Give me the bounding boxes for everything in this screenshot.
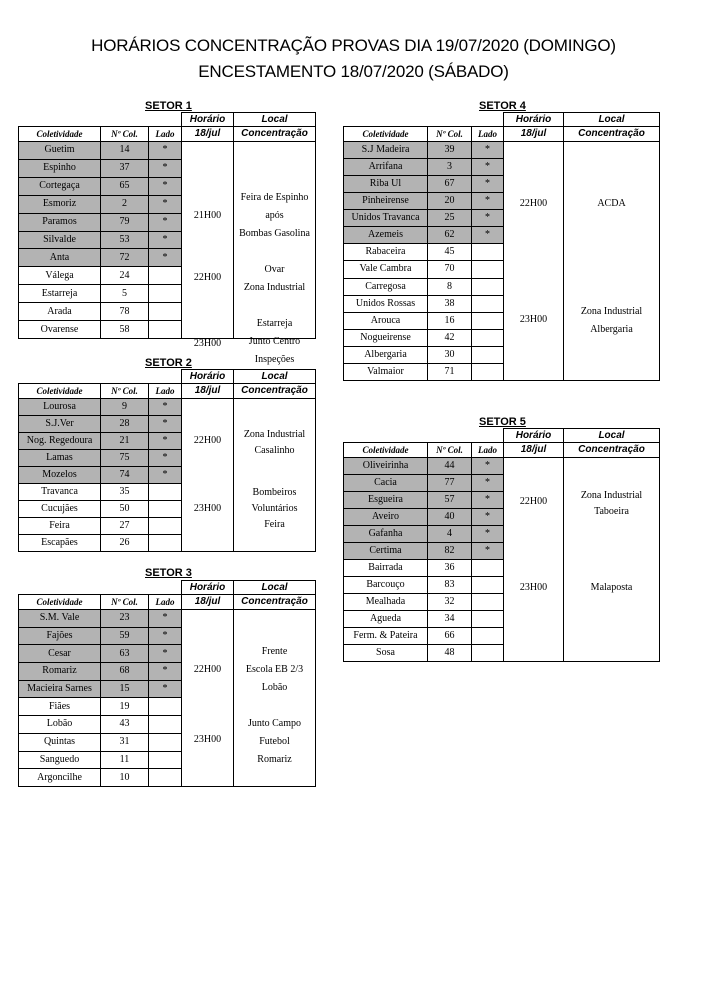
time-slot: 22H00 bbox=[193, 435, 222, 446]
coletividade-cell: Agueda bbox=[344, 611, 428, 628]
coletividade-cell: Nog. Regedoura bbox=[19, 433, 101, 450]
lado-cell bbox=[149, 535, 182, 552]
local-line: Malaposta bbox=[590, 582, 633, 593]
lado-cell: * bbox=[149, 663, 182, 681]
lado-cell: * bbox=[149, 645, 182, 663]
local-header: Local bbox=[234, 581, 316, 595]
lado-cell bbox=[472, 261, 504, 278]
lado-cell bbox=[149, 751, 182, 769]
coletividade-cell: Ovarense bbox=[19, 321, 101, 339]
lado-cell: * bbox=[149, 231, 182, 249]
horario-cell bbox=[182, 610, 234, 787]
lado-cell: * bbox=[149, 416, 182, 433]
coletividade-cell: Sosa bbox=[344, 645, 428, 662]
time-slot: 23H00 bbox=[193, 503, 222, 514]
lado-cell: * bbox=[149, 680, 182, 698]
lado-cell: * bbox=[472, 526, 504, 543]
lado-cell bbox=[472, 560, 504, 577]
local-line: Junto Centro bbox=[248, 336, 301, 347]
lado-cell: * bbox=[472, 492, 504, 509]
local-line: Taboeira bbox=[594, 506, 629, 517]
ncol-cell: 16 bbox=[428, 312, 472, 329]
local-header: Local bbox=[234, 370, 316, 384]
coletividade-cell: Silvalde bbox=[19, 231, 101, 249]
coletividade-cell: Certima bbox=[344, 543, 428, 560]
ncol-cell: 79 bbox=[101, 213, 149, 231]
ncol-cell: 3 bbox=[428, 159, 472, 176]
ncol-cell: 48 bbox=[428, 645, 472, 662]
local-cell bbox=[234, 399, 316, 552]
ncol-cell: 19 bbox=[101, 698, 149, 716]
ncol-cell: 32 bbox=[428, 594, 472, 611]
lado-cell bbox=[149, 285, 182, 303]
setor3-table-wrap bbox=[18, 580, 316, 787]
concentracao-header: Concentração bbox=[234, 384, 316, 399]
ncol-cell: 26 bbox=[101, 535, 149, 552]
coletividade-cell: S.J.Ver bbox=[19, 416, 101, 433]
lado-cell: * bbox=[149, 159, 182, 177]
local-line: Inspeções bbox=[254, 354, 295, 365]
lado-cell: * bbox=[149, 627, 182, 645]
coletividade-cell: Cesar bbox=[19, 645, 101, 663]
horario-cell bbox=[504, 458, 564, 662]
lado-cell bbox=[472, 329, 504, 346]
ncol-cell: 67 bbox=[428, 176, 472, 193]
concentracao-header: Concentração bbox=[564, 443, 660, 458]
local-line: Romariz bbox=[257, 754, 292, 765]
ncol-cell: 14 bbox=[101, 142, 149, 160]
coletividade-cell: Cacia bbox=[344, 475, 428, 492]
ncol-cell: 15 bbox=[101, 680, 149, 698]
local-line: Estarreja bbox=[256, 318, 293, 329]
local-line: Zona Industrial bbox=[580, 490, 643, 501]
lado-cell: * bbox=[149, 142, 182, 160]
coletividade-cell: Estarreja bbox=[19, 285, 101, 303]
lado-cell: * bbox=[149, 195, 182, 213]
lado-header: Lado bbox=[149, 595, 182, 610]
local-line: Feira de Espinho bbox=[240, 192, 309, 203]
coletividade-cell: Espinho bbox=[19, 159, 101, 177]
lado-cell bbox=[149, 716, 182, 734]
coletividade-cell: Oliveirinha bbox=[344, 458, 428, 475]
lado-header: Lado bbox=[149, 384, 182, 399]
setor2-table-wrap bbox=[18, 369, 316, 552]
setor3-table bbox=[18, 580, 316, 787]
coletividade-cell: Fiães bbox=[19, 698, 101, 716]
lado-cell bbox=[472, 346, 504, 363]
ncol-cell: 65 bbox=[101, 177, 149, 195]
date-header: 18/jul bbox=[182, 595, 234, 610]
lado-cell bbox=[149, 484, 182, 501]
lado-cell bbox=[472, 628, 504, 645]
ncol-cell: 44 bbox=[428, 458, 472, 475]
coletividade-cell: Lobão bbox=[19, 716, 101, 734]
coletividade-cell: Gafanha bbox=[344, 526, 428, 543]
ncol-cell: 70 bbox=[428, 261, 472, 278]
ncol-cell: 2 bbox=[101, 195, 149, 213]
ncol-cell: 74 bbox=[101, 467, 149, 484]
lado-cell: * bbox=[472, 193, 504, 210]
lado-cell: * bbox=[149, 249, 182, 267]
ncol-cell: 36 bbox=[428, 560, 472, 577]
time-slot: 23H00 bbox=[519, 582, 548, 593]
coletividade-cell: Macieira Sarnes bbox=[19, 680, 101, 698]
ncol-cell: 5 bbox=[101, 285, 149, 303]
local-line: Escola EB 2/3 bbox=[245, 664, 304, 675]
local-line: após bbox=[265, 210, 284, 221]
ncol-cell: 20 bbox=[428, 193, 472, 210]
lado-cell: * bbox=[472, 458, 504, 475]
coletividade-cell: Arouca bbox=[344, 312, 428, 329]
lado-cell bbox=[472, 278, 504, 295]
ncol-cell: 45 bbox=[428, 244, 472, 261]
ncol-header: Nº Col. bbox=[428, 443, 472, 458]
coletividade-cell: Unidos Rossas bbox=[344, 295, 428, 312]
time-slot: 23H00 bbox=[193, 338, 222, 349]
lado-cell bbox=[149, 518, 182, 535]
local-cell bbox=[234, 610, 316, 787]
time-slot: 22H00 bbox=[519, 496, 548, 507]
ncol-cell: 53 bbox=[101, 231, 149, 249]
local-line: Futebol bbox=[259, 736, 290, 747]
ncol-cell: 21 bbox=[101, 433, 149, 450]
local-line: Voluntários bbox=[251, 503, 298, 514]
local-cell bbox=[564, 142, 660, 381]
coletividade-cell: Paramos bbox=[19, 213, 101, 231]
date-header: 18/jul bbox=[182, 384, 234, 399]
lado-cell bbox=[472, 244, 504, 261]
lado-cell bbox=[472, 363, 504, 380]
lado-cell: * bbox=[472, 543, 504, 560]
coletividade-cell: Albergaria bbox=[344, 346, 428, 363]
local-line: Frente bbox=[261, 646, 288, 657]
setor4-table-wrap bbox=[343, 112, 660, 381]
lado-cell: * bbox=[149, 450, 182, 467]
lado-cell: * bbox=[472, 509, 504, 526]
ncol-cell: 27 bbox=[101, 518, 149, 535]
ncol-cell: 63 bbox=[101, 645, 149, 663]
local-line: Casalinho bbox=[254, 445, 295, 456]
coletividade-header: Coletividade bbox=[19, 595, 101, 610]
coletividade-cell: Quintas bbox=[19, 733, 101, 751]
local-line: Bombeiros bbox=[252, 487, 297, 498]
coletividade-cell: S.J Madeira bbox=[344, 142, 428, 159]
ncol-header: Nº Col. bbox=[101, 595, 149, 610]
ncol-cell: 35 bbox=[101, 484, 149, 501]
page-title-line1: HORÁRIOS CONCENTRAÇÃO PROVAS DIA 19/07/2020 (DOMINGO) bbox=[91, 36, 616, 55]
ncol-cell: 39 bbox=[428, 142, 472, 159]
coletividade-cell: Cucujães bbox=[19, 501, 101, 518]
lado-header: Lado bbox=[472, 443, 504, 458]
horario-cell bbox=[182, 142, 234, 349]
date-header: 18/jul bbox=[182, 127, 234, 142]
ncol-cell: 9 bbox=[101, 399, 149, 416]
ncol-cell: 50 bbox=[101, 501, 149, 518]
lado-cell bbox=[472, 645, 504, 662]
lado-cell: * bbox=[472, 227, 504, 244]
coletividade-cell: Azemeis bbox=[344, 227, 428, 244]
lado-cell: * bbox=[472, 142, 504, 159]
lado-cell: * bbox=[472, 176, 504, 193]
ncol-cell: 25 bbox=[428, 210, 472, 227]
setor5-title: SETOR 5 bbox=[479, 416, 526, 428]
ncol-cell: 78 bbox=[101, 303, 149, 321]
ncol-cell: 68 bbox=[101, 663, 149, 681]
ncol-cell: 30 bbox=[428, 346, 472, 363]
ncol-cell: 82 bbox=[428, 543, 472, 560]
horario-cell bbox=[182, 399, 234, 552]
coletividade-cell: Ferm. & Pateira bbox=[344, 628, 428, 645]
page-title-line2: ENCESTAMENTO 18/07/2020 (SÁBADO) bbox=[198, 62, 509, 81]
coletividade-cell: Lourosa bbox=[19, 399, 101, 416]
date-header: 18/jul bbox=[504, 127, 564, 142]
setor4-table bbox=[343, 112, 660, 381]
lado-cell bbox=[149, 501, 182, 518]
coletividade-cell: Anta bbox=[19, 249, 101, 267]
coletividade-cell: Travanca bbox=[19, 484, 101, 501]
ncol-cell: 4 bbox=[428, 526, 472, 543]
ncol-cell: 72 bbox=[101, 249, 149, 267]
lado-cell bbox=[149, 321, 182, 339]
coletividade-cell: Carregosa bbox=[344, 278, 428, 295]
time-slot: 23H00 bbox=[193, 734, 222, 745]
ncol-cell: 43 bbox=[101, 716, 149, 734]
ncol-cell: 83 bbox=[428, 577, 472, 594]
ncol-header: Nº Col. bbox=[101, 384, 149, 399]
lado-cell bbox=[472, 577, 504, 594]
coletividade-header: Coletividade bbox=[344, 443, 428, 458]
local-cell bbox=[564, 458, 660, 662]
local-line: Junto Campo bbox=[247, 718, 302, 729]
setor3-title: SETOR 3 bbox=[145, 567, 192, 579]
ncol-cell: 75 bbox=[101, 450, 149, 467]
coletividade-cell: Válega bbox=[19, 267, 101, 285]
time-slot: 22H00 bbox=[193, 272, 222, 283]
coletividade-cell: Nogueirense bbox=[344, 329, 428, 346]
ncol-cell: 24 bbox=[101, 267, 149, 285]
coletividade-cell: Valmaior bbox=[344, 363, 428, 380]
time-slot: 21H00 bbox=[193, 210, 222, 221]
coletividade-cell: Feira bbox=[19, 518, 101, 535]
concentracao-header: Concentração bbox=[234, 595, 316, 610]
coletividade-cell: Sanguedo bbox=[19, 751, 101, 769]
ncol-cell: 77 bbox=[428, 475, 472, 492]
setor2-title: SETOR 2 bbox=[145, 357, 192, 369]
local-line: Ovar bbox=[264, 264, 285, 275]
lado-header: Lado bbox=[149, 127, 182, 142]
concentracao-header: Concentração bbox=[234, 127, 316, 142]
lado-cell: * bbox=[149, 399, 182, 416]
ncol-cell: 71 bbox=[428, 363, 472, 380]
setor2-table bbox=[18, 369, 316, 552]
coletividade-header: Coletividade bbox=[344, 127, 428, 142]
ncol-cell: 37 bbox=[101, 159, 149, 177]
ncol-cell: 8 bbox=[428, 278, 472, 295]
ncol-cell: 66 bbox=[428, 628, 472, 645]
ncol-cell: 23 bbox=[101, 610, 149, 628]
local-line: Zona Industrial bbox=[243, 429, 306, 440]
lado-cell bbox=[149, 733, 182, 751]
horario-header: Horário bbox=[182, 581, 234, 595]
date-header: 18/jul bbox=[504, 443, 564, 458]
horario-header: Horário bbox=[504, 113, 564, 127]
ncol-cell: 57 bbox=[428, 492, 472, 509]
ncol-cell: 34 bbox=[428, 611, 472, 628]
coletividade-cell: Guetim bbox=[19, 142, 101, 160]
lado-cell: * bbox=[149, 433, 182, 450]
horario-header: Horário bbox=[504, 429, 564, 443]
coletividade-cell: S.M. Vale bbox=[19, 610, 101, 628]
coletividade-cell: Vale Cambra bbox=[344, 261, 428, 278]
local-line: ACDA bbox=[597, 198, 626, 209]
coletividade-cell: Arrifana bbox=[344, 159, 428, 176]
ncol-cell: 59 bbox=[101, 627, 149, 645]
lado-cell bbox=[149, 303, 182, 321]
ncol-cell: 40 bbox=[428, 509, 472, 526]
local-line: Bombas Gasolina bbox=[239, 228, 310, 239]
setor5-table bbox=[343, 428, 660, 662]
local-line: Lobão bbox=[261, 682, 288, 693]
coletividade-cell: Argoncilhe bbox=[19, 769, 101, 787]
setor4-title: SETOR 4 bbox=[479, 100, 526, 112]
lado-cell: * bbox=[472, 159, 504, 176]
setor5-table-wrap bbox=[343, 428, 660, 662]
ncol-cell: 28 bbox=[101, 416, 149, 433]
local-line: Zona Industrial bbox=[243, 282, 306, 293]
coletividade-cell: Mozelos bbox=[19, 467, 101, 484]
coletividade-cell: Esgueira bbox=[344, 492, 428, 509]
lado-cell bbox=[472, 594, 504, 611]
coletividade-cell: Unidos Travanca bbox=[344, 210, 428, 227]
time-slot: 22H00 bbox=[193, 664, 222, 675]
ncol-header: Nº Col. bbox=[101, 127, 149, 142]
local-line: Albergaria bbox=[590, 324, 633, 335]
lado-cell bbox=[149, 267, 182, 285]
time-slot: 23H00 bbox=[519, 314, 548, 325]
local-line: Zona Industrial bbox=[580, 306, 643, 317]
time-slot: 22H00 bbox=[519, 198, 548, 209]
coletividade-cell: Rabaceira bbox=[344, 244, 428, 261]
lado-cell bbox=[472, 611, 504, 628]
concentracao-header: Concentração bbox=[564, 127, 660, 142]
local-header: Local bbox=[564, 113, 660, 127]
lado-cell: * bbox=[472, 475, 504, 492]
ncol-cell: 58 bbox=[101, 321, 149, 339]
horario-header: Horário bbox=[182, 370, 234, 384]
coletividade-header: Coletividade bbox=[19, 127, 101, 142]
local-header: Local bbox=[234, 113, 316, 127]
ncol-cell: 42 bbox=[428, 329, 472, 346]
coletividade-cell: Cortegaça bbox=[19, 177, 101, 195]
ncol-cell: 10 bbox=[101, 769, 149, 787]
ncol-cell: 11 bbox=[101, 751, 149, 769]
horario-cell bbox=[504, 142, 564, 381]
ncol-cell: 31 bbox=[101, 733, 149, 751]
lado-cell: * bbox=[149, 610, 182, 628]
coletividade-cell: Aveiro bbox=[344, 509, 428, 526]
lado-cell bbox=[149, 698, 182, 716]
coletividade-cell: Romariz bbox=[19, 663, 101, 681]
lado-cell bbox=[472, 312, 504, 329]
coletividade-cell: Pinheirense bbox=[344, 193, 428, 210]
lado-cell: * bbox=[149, 213, 182, 231]
coletividade-cell: Arada bbox=[19, 303, 101, 321]
coletividade-header: Coletividade bbox=[19, 384, 101, 399]
lado-cell: * bbox=[149, 177, 182, 195]
coletividade-cell: Barcouço bbox=[344, 577, 428, 594]
lado-cell: * bbox=[149, 467, 182, 484]
local-header: Local bbox=[564, 429, 660, 443]
coletividade-cell: Riba Ul bbox=[344, 176, 428, 193]
horario-header: Horário bbox=[182, 113, 234, 127]
coletividade-cell: Lamas bbox=[19, 450, 101, 467]
coletividade-cell: Esmoriz bbox=[19, 195, 101, 213]
lado-header: Lado bbox=[472, 127, 504, 142]
local-cell bbox=[234, 142, 316, 365]
lado-cell bbox=[149, 769, 182, 787]
coletividade-cell: Escapães bbox=[19, 535, 101, 552]
lado-cell: * bbox=[472, 210, 504, 227]
setor1-title: SETOR 1 bbox=[145, 100, 192, 112]
coletividade-cell: Fajões bbox=[19, 627, 101, 645]
lado-cell bbox=[472, 295, 504, 312]
ncol-cell: 38 bbox=[428, 295, 472, 312]
ncol-cell: 62 bbox=[428, 227, 472, 244]
ncol-header: Nº Col. bbox=[428, 127, 472, 142]
coletividade-cell: Bairrada bbox=[344, 560, 428, 577]
local-line: Feira bbox=[264, 519, 285, 530]
coletividade-cell: Mealhada bbox=[344, 594, 428, 611]
